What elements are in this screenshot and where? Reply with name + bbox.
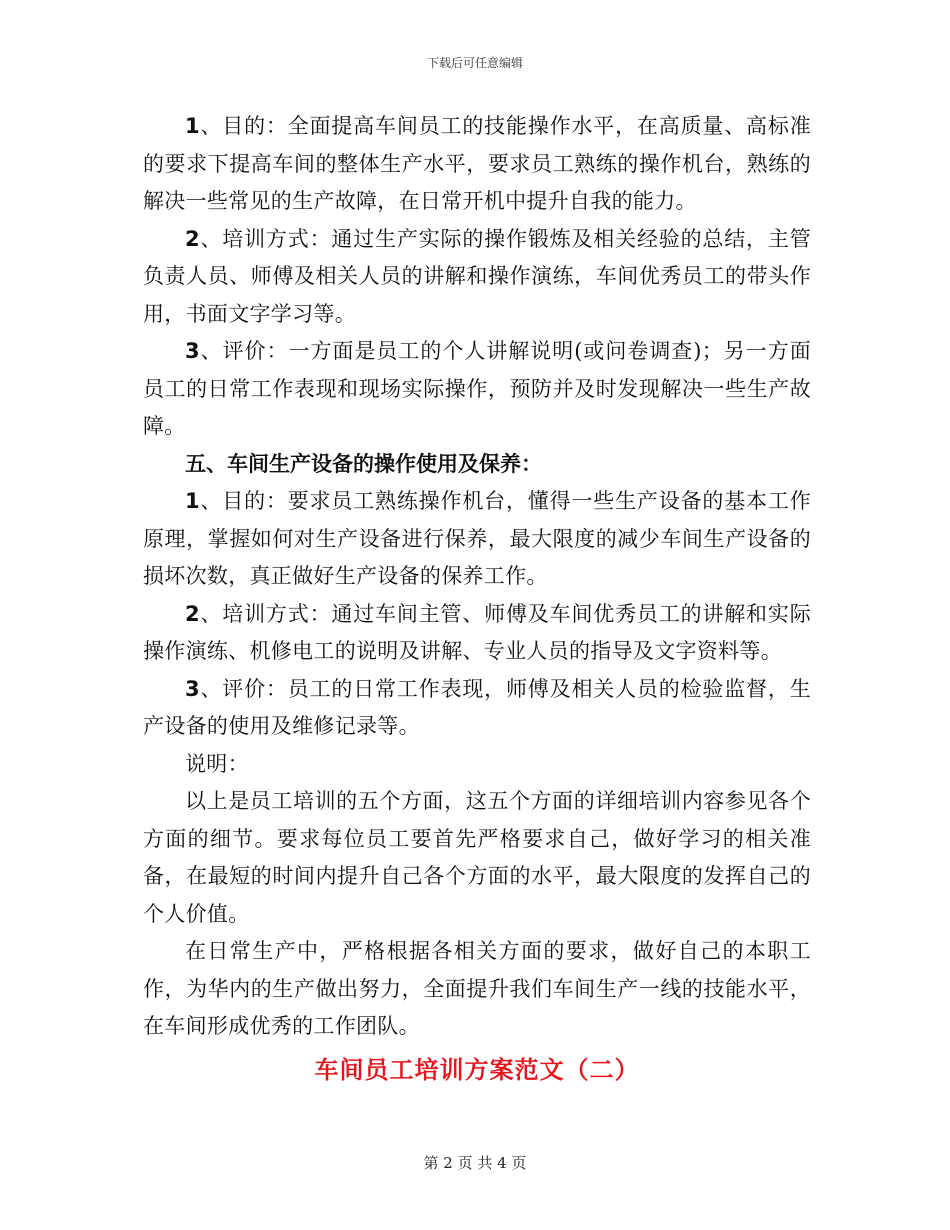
paragraph-equipment-evaluation bbox=[143, 671, 811, 746]
section-heading-equipment: 五、车间生产设备的操作使用及保养： bbox=[185, 451, 542, 476]
paragraph-text: 、培训方式：通过车间主管、师傅及车间优秀员工的讲解和实际操作演练、机修电工的说明及讲解、专业人员的指导及文字资料等。 bbox=[143, 601, 811, 663]
item-number: 1 bbox=[185, 114, 200, 138]
paragraph-equipment-goal bbox=[143, 483, 811, 596]
paragraph-note-label: 说明： bbox=[185, 751, 249, 776]
document-title: 车间员工培训方案范文（二） bbox=[314, 1055, 640, 1084]
page-header: 下载后可任意编辑 bbox=[426, 56, 523, 70]
paragraph-goal bbox=[143, 108, 811, 221]
paragraph-evaluation bbox=[143, 333, 811, 446]
paragraph-equipment-method bbox=[143, 596, 811, 671]
paragraph-training-method bbox=[143, 221, 811, 334]
page-footer: 第 2 页 共 4 页 bbox=[423, 1154, 527, 1172]
item-number: 3 bbox=[185, 676, 200, 701]
document-body bbox=[143, 108, 811, 1090]
item-number: 3 bbox=[185, 339, 200, 363]
paragraph-text: 、目的：要求员工熟练操作机台，懂得一些生产设备的基本工作原理，掌握如何对生产设备进行保养，最大限度的减少车间生产设备的损坏次数，真正做好生产设备的保养工作。 bbox=[143, 489, 811, 588]
paragraph-text: 、评价：员工的日常工作表现，师傅及相关人员的检验监督，生产设备的使用及维修记录等。 bbox=[143, 676, 811, 738]
paragraph-text: 、目的：全面提高车间员工的技能操作水平，在高质量、高标准的要求下提高车间的整体生产水平，要求员工熟练的操作机台，熟练的解决一些常见的生产故障，在日常开机中提升自我的能力。 bbox=[143, 114, 811, 213]
paragraph-conclusion: 在日常生产中，严格根据各相关方面的要求，做好自己的本职工作，为华内的生产做出努力，全面提升我们车间生产一线的技能水平，在车间形成优秀的工作团队。 bbox=[143, 939, 811, 1038]
item-number: 2 bbox=[185, 226, 200, 251]
paragraph-text: 、评价：一方面是员工的个人讲解说明(或问卷调查)；另一方面员工的日常工作表现和现场实际操作，预防并及时发现解决一些生产故障。 bbox=[143, 339, 811, 438]
paragraph-text: 、培训方式：通过生产实际的操作锻炼及相关经验的总结，主管负责人员、师傅及相关人员的讲解和操作演练，车间优秀员工的带头作用，书面文字学习等。 bbox=[143, 226, 811, 326]
item-number: 1 bbox=[185, 489, 200, 513]
item-number: 2 bbox=[185, 601, 200, 626]
paragraph-summary: 以上是员工培训的五个方面，这五个方面的详细培训内容参见各个方面的细节。要求每位员工要首先严格要求自己，做好学习的相关准备，在最短的时间内提升自己各个方面的水平，最大限度的发挥自己的个人价值。 bbox=[143, 789, 811, 926]
